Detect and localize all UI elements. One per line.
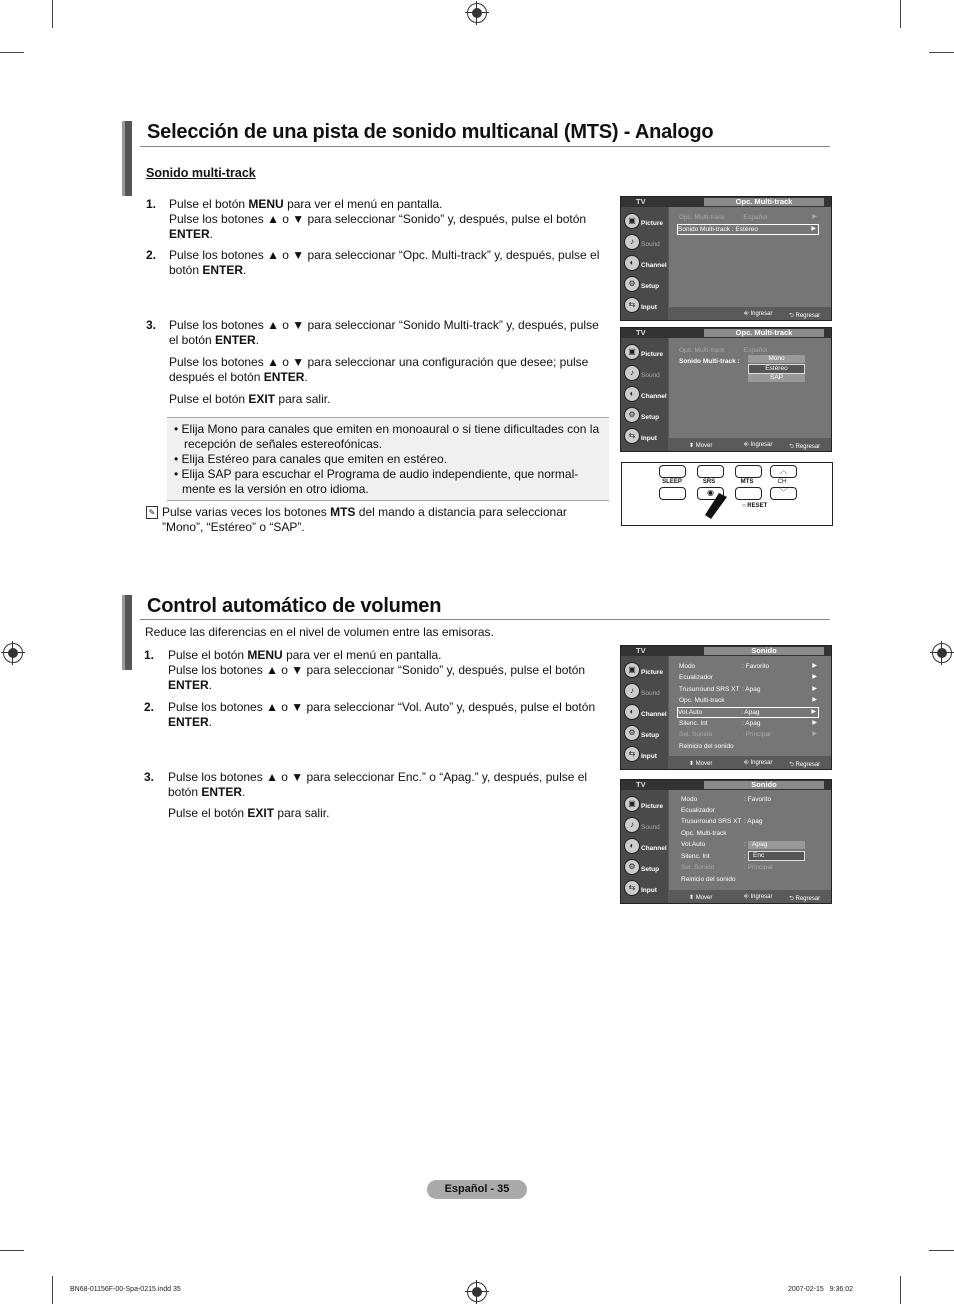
note-line: mente es la versión en otro idioma. <box>182 482 369 496</box>
step-text: Pulse el botón EXIT para salir. <box>168 806 330 820</box>
menu-body: Opc. Multi-track :Español ▶ Sonido Multi-track : Estéreo ▶ <box>669 207 831 307</box>
tv-label: TV <box>636 328 646 337</box>
tv-menu-screenshot <box>620 779 832 904</box>
menu-body: Opc. Multi-track :Español Sonido Multi-track : Mono Estéreo SAP <box>669 338 831 438</box>
tv-menu-screenshot <box>620 645 832 770</box>
note-line: • Elija Estéreo para canales que emiten en estéreo. <box>174 452 448 466</box>
registration-mark-icon <box>932 643 952 663</box>
step-number: 2. <box>144 700 155 714</box>
section1-subtitle: Sonido multi-track <box>146 166 256 180</box>
remote-control-image: ︿ SLEEP SRS MTS CH ◉ ﹀ ○ RESET <box>621 462 833 526</box>
input-icon: ⇆ <box>624 746 640 762</box>
step-text: Pulse el botón MENU para ver el menú en pantalla. Pulse los botones ▲ o ▼ para seleccionar “Sonido” y, después, pulse el botón ENTER. <box>169 197 587 241</box>
menu-footer: ⬍ Mover ⎆ Ingresar ⮌ Regresar <box>689 760 821 768</box>
input-icon: ⇆ <box>624 428 640 444</box>
menu-footer: ⬍ Mover ⎆ Ingresar ⮌ Regresar <box>689 442 821 450</box>
crop-mark <box>0 52 24 53</box>
registration-mark-icon <box>3 643 23 663</box>
menu-body: Modo : Favorito Ecualizador Trusurround SRS XT : Apag Opc. Multi-track Vol.Auto : Silenc. Int : Sel. Sonido : Principal Reinicio del sonido Apag Enc <box>669 790 831 890</box>
tv-label: TV <box>636 197 646 206</box>
crop-mark <box>0 1250 24 1251</box>
menu-sidebar: ▣ Picture ♪ Sound ◐ Channel ⚙ Setup ⇆ Input <box>621 790 668 903</box>
menu-sidebar: ▣ Picture ♪ Sound ◐ Channel ⚙ Setup ⇆ Input <box>621 338 668 451</box>
registration-mark-icon <box>467 3 487 23</box>
step-number: 1. <box>144 648 155 662</box>
step-number: 1. <box>146 197 157 211</box>
input-icon: ⇆ <box>624 880 640 896</box>
step-text: Pulse los botones ▲ o ▼ para seleccionar Enc.” o “Apag.” y, después, pulse el botón ENTER. <box>168 770 588 799</box>
setup-icon: ⚙ <box>624 725 640 741</box>
pointer-arrow-icon <box>697 491 737 521</box>
tv-menu-screenshot <box>620 327 832 452</box>
page-number: Español - 35 <box>427 1180 527 1199</box>
note-line: • Elija Mono para canales que emiten en monoaural o si tiene dificultades con la <box>174 422 600 436</box>
step-text: Pulse los botones ▲ o ▼ para seleccionar “Vol. Auto” y, después, pulse el botón ENTER. <box>168 700 596 729</box>
menu-title: Sonido <box>704 781 824 789</box>
crop-mark <box>900 0 901 28</box>
note-line: • Elija SAP para escuchar el Programa de audio independiente, que normal- <box>174 467 579 481</box>
tv-label: TV <box>636 780 646 789</box>
menu-sidebar: ▣ Picture ♪ Sound ◐ Channel ⚙ Setup ⇆ Input <box>621 656 668 769</box>
step-number: 2. <box>146 248 157 262</box>
setup-icon: ⚙ <box>624 407 640 423</box>
channel-icon: ◐ <box>624 704 640 720</box>
channel-up-button: ︿ <box>770 465 797 478</box>
srs-button: ◉ <box>697 487 724 500</box>
note-box <box>167 417 609 501</box>
step-text: Pulse el botón MENU para ver el menú en pantalla. Pulse los botones ▲ o ▼ para seleccionar “Sonido” y, después, pulse el botón ENTER. <box>168 648 586 692</box>
tip-text: Pulse varias veces los botones MTS del mando a distancia para seleccionar ”Mono”, “Estéreo” o “SAP”. <box>162 505 567 534</box>
crop-mark <box>929 1250 954 1251</box>
sound-icon: ♪ <box>624 365 640 381</box>
crop-mark <box>52 1276 53 1304</box>
sound-icon: ♪ <box>624 234 640 250</box>
footer-file: BN68-01156F-00-Spa-0215.indd 35 <box>70 1286 181 1293</box>
step-text: Pulse los botones ▲ o ▼ para seleccionar una configuración que desee; pulse después el botón ENTER. <box>169 355 589 384</box>
heading-bar <box>122 595 132 670</box>
mts-button <box>735 487 762 500</box>
tv-label: TV <box>636 646 646 655</box>
picture-icon: ▣ <box>624 344 640 360</box>
setup-icon: ⚙ <box>624 276 640 292</box>
menu-sidebar: ▣ Picture ♪ Sound ◐ Channel ⚙ Setup ⇆ Input <box>621 207 668 320</box>
option-estereo: Estéreo <box>748 364 805 374</box>
step-text: Pulse los botones ▲ o ▼ para seleccionar “Sonido Multi-track” y, después, pulse el botón ENTER. <box>169 318 599 347</box>
option-enc: Enc <box>748 851 805 861</box>
menu-title: Opc. Multi-track <box>704 198 824 206</box>
sound-icon: ♪ <box>624 817 640 833</box>
menu-title: Opc. Multi-track <box>704 329 824 337</box>
option-mono: Mono <box>748 355 805 363</box>
divider <box>140 619 830 620</box>
option-apag: Apag <box>748 841 805 849</box>
picture-icon: ▣ <box>624 213 640 229</box>
menu-footer: ⎆ Ingresar ⮌ Regresar <box>744 311 821 319</box>
input-icon: ⇆ <box>624 297 640 313</box>
tv-menu-screenshot <box>620 196 832 321</box>
step-text: Pulse el botón EXIT para salir. <box>169 392 331 406</box>
section1-title: Selección de una pista de sonido multicanal (MTS) - Analogo <box>147 121 714 143</box>
channel-icon: ◐ <box>624 255 640 271</box>
channel-icon: ◐ <box>624 838 640 854</box>
menu-title: Sonido <box>704 647 824 655</box>
section2-intro: Reduce las diferencias en el nivel de volumen entre las emisoras. <box>145 625 494 639</box>
menu-footer: ⬍ Mover ⎆ Ingresar ⮌ Regresar <box>689 894 821 902</box>
section2-title: Control automático de volumen <box>147 595 442 617</box>
divider <box>140 146 830 147</box>
registration-mark-icon <box>467 1282 487 1302</box>
crop-mark <box>52 0 53 28</box>
footer-timestamp: 2007-02-15 9:36:02 <box>788 1286 853 1293</box>
channel-icon: ◐ <box>624 386 640 402</box>
crop-mark <box>929 52 954 53</box>
note-icon: ✎ <box>146 506 158 519</box>
channel-down-button: ﹀ <box>770 487 797 500</box>
sound-icon: ♪ <box>624 683 640 699</box>
step-text: Pulse los botones ▲ o ▼ para seleccionar “Opc. Multi-track” y, después, pulse el botón ENTER. <box>169 248 600 277</box>
option-sap: SAP <box>748 374 805 382</box>
picture-icon: ▣ <box>624 796 640 812</box>
setup-icon: ⚙ <box>624 859 640 875</box>
menu-body: Modo : Favorito ▶ Ecualizador ▶ Trusurround SRS XT : Apag ▶ Opc. Multi-track ▶ Vol.Auto : Apag ▶ Silenc. Int : Apag ▶ Sel. Sonido : Principal ▶ Reinicio del sonido <box>669 656 831 756</box>
step-number: 3. <box>144 770 155 784</box>
crop-mark <box>900 1276 901 1304</box>
heading-bar <box>122 121 132 196</box>
step-number: 3. <box>146 318 157 332</box>
picture-icon: ▣ <box>624 662 640 678</box>
note-line: recepción de señales estereofónicas. <box>184 437 383 451</box>
